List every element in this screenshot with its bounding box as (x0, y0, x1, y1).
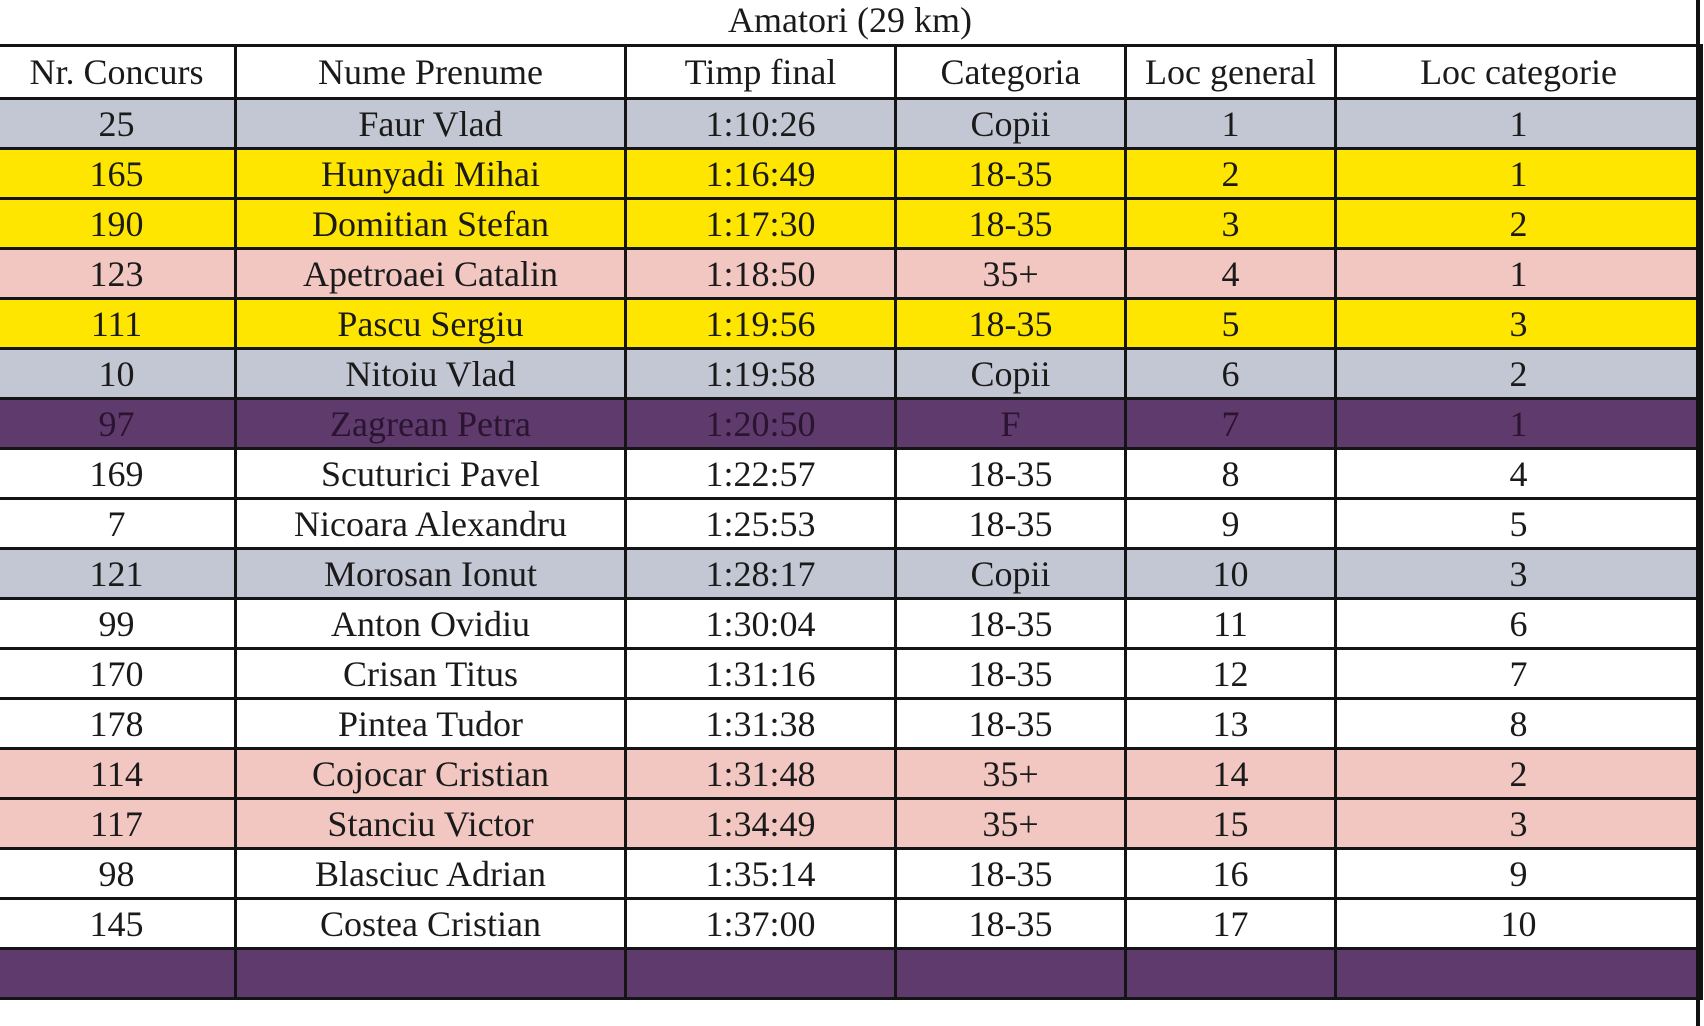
cell-loc-categorie: 9 (1336, 849, 1702, 899)
table-row (0, 249, 1702, 299)
cell-timp-final: 1:31:16 (626, 649, 896, 699)
table-row (0, 899, 1702, 949)
table-row (0, 749, 1702, 799)
table-row (0, 199, 1702, 249)
cell-loc-general: 12 (1126, 649, 1336, 699)
cell-timp-final: 1:19:56 (626, 299, 896, 349)
cell-categoria: 18-35 (896, 449, 1126, 499)
cell-nr-concurs: 190 (0, 199, 236, 249)
cell-nr-concurs: 7 (0, 499, 236, 549)
cell-timp-final: 1:20:50 (626, 399, 896, 449)
cell-categoria: Copii (896, 99, 1126, 149)
cell-loc-general: 16 (1126, 849, 1336, 899)
header-nr-concurs: Nr. Concurs (0, 46, 236, 99)
cell-loc-categorie: 5 (1336, 499, 1702, 549)
cell-loc-general: 5 (1126, 299, 1336, 349)
cell-loc-general: 10 (1126, 549, 1336, 599)
cell-loc-general: 1 (1126, 99, 1336, 149)
cell-nr-concurs: 178 (0, 699, 236, 749)
cell-loc-general: 14 (1126, 749, 1336, 799)
cell-nume-prenume: Stanciu Victor (236, 799, 626, 849)
cell-loc-general: 15 (1126, 799, 1336, 849)
cell-loc-categorie: 1 (1336, 399, 1702, 449)
table-row (0, 649, 1702, 699)
cell-nr-concurs: 25 (0, 99, 236, 149)
cell-nr-concurs: 117 (0, 799, 236, 849)
cell-loc-categorie: 8 (1336, 699, 1702, 749)
cell-nr-concurs: 165 (0, 149, 236, 199)
cell-categoria: 35+ (896, 799, 1126, 849)
cell-loc-categorie: 3 (1336, 549, 1702, 599)
cell-loc-general: 9 (1126, 499, 1336, 549)
table-row (0, 699, 1702, 749)
cell-categoria: Copii (896, 549, 1126, 599)
cell-nr-concurs: 98 (0, 849, 236, 899)
cell-nume-prenume: Costea Cristian (236, 899, 626, 949)
cell-nume-prenume: Pintea Tudor (236, 699, 626, 749)
cell-loc-categorie: 1 (1336, 149, 1702, 199)
cell-loc-categorie: 3 (1336, 299, 1702, 349)
table-row (0, 549, 1702, 599)
cell-nume-prenume: Nitoiu Vlad (236, 349, 626, 399)
cell-partial (626, 949, 896, 999)
cell-categoria: F (896, 399, 1126, 449)
cell-loc-general: 11 (1126, 599, 1336, 649)
cell-loc-general: 2 (1126, 149, 1336, 199)
cell-categoria: 18-35 (896, 599, 1126, 649)
cell-loc-general: 3 (1126, 199, 1336, 249)
results-body (0, 99, 1702, 999)
cell-categoria: 35+ (896, 749, 1126, 799)
cell-nume-prenume: Morosan Ionut (236, 549, 626, 599)
cell-partial (236, 949, 626, 999)
cell-loc-categorie: 2 (1336, 749, 1702, 799)
cell-loc-general: 8 (1126, 449, 1336, 499)
cell-categoria: 18-35 (896, 499, 1126, 549)
cell-nume-prenume: Scuturici Pavel (236, 449, 626, 499)
cell-nume-prenume: Blasciuc Adrian (236, 849, 626, 899)
cell-timp-final: 1:25:53 (626, 499, 896, 549)
results-table (0, 44, 1703, 1000)
cell-timp-final: 1:35:14 (626, 849, 896, 899)
cell-categoria: 18-35 (896, 199, 1126, 249)
cell-timp-final: 1:16:49 (626, 149, 896, 199)
cell-timp-final: 1:31:38 (626, 699, 896, 749)
cell-nr-concurs: 169 (0, 449, 236, 499)
table-row (0, 599, 1702, 649)
cell-loc-categorie: 10 (1336, 899, 1702, 949)
cell-loc-categorie: 2 (1336, 349, 1702, 399)
cell-loc-general: 4 (1126, 249, 1336, 299)
cell-nr-concurs: 121 (0, 549, 236, 599)
cell-loc-general: 7 (1126, 399, 1336, 449)
cell-partial (896, 949, 1126, 999)
cell-timp-final: 1:31:48 (626, 749, 896, 799)
cell-loc-categorie: 2 (1336, 199, 1702, 249)
table-row (0, 99, 1702, 149)
cell-nr-concurs: 145 (0, 899, 236, 949)
cell-loc-categorie: 4 (1336, 449, 1702, 499)
cell-nr-concurs: 97 (0, 399, 236, 449)
cell-timp-final: 1:37:00 (626, 899, 896, 949)
cell-loc-categorie: 7 (1336, 649, 1702, 699)
cell-timp-final: 1:17:30 (626, 199, 896, 249)
table-row (0, 499, 1702, 549)
cell-timp-final: 1:19:58 (626, 349, 896, 399)
cell-categoria: Copii (896, 349, 1126, 399)
cell-nume-prenume: Crisan Titus (236, 649, 626, 699)
cell-timp-final: 1:30:04 (626, 599, 896, 649)
header-timp-final: Timp final (626, 46, 896, 99)
cell-loc-categorie: 1 (1336, 99, 1702, 149)
cell-nume-prenume: Domitian Stefan (236, 199, 626, 249)
cell-nr-concurs: 111 (0, 299, 236, 349)
cell-loc-general: 13 (1126, 699, 1336, 749)
cell-categoria: 18-35 (896, 649, 1126, 699)
cell-nume-prenume: Hunyadi Mihai (236, 149, 626, 199)
cell-nr-concurs: 123 (0, 249, 236, 299)
table-row (0, 149, 1702, 199)
cell-nume-prenume: Pascu Sergiu (236, 299, 626, 349)
table-row (0, 399, 1702, 449)
cell-loc-general: 6 (1126, 349, 1336, 399)
header-loc-general: Loc general (1126, 46, 1336, 99)
cell-loc-categorie: 3 (1336, 799, 1702, 849)
cell-categoria: 18-35 (896, 849, 1126, 899)
cell-timp-final: 1:18:50 (626, 249, 896, 299)
header-categoria: Categoria (896, 46, 1126, 99)
cell-nr-concurs: 99 (0, 599, 236, 649)
cell-nume-prenume: Apetroaei Catalin (236, 249, 626, 299)
cell-partial (1336, 949, 1702, 999)
cell-nr-concurs: 114 (0, 749, 236, 799)
cell-loc-categorie: 6 (1336, 599, 1702, 649)
table-row-partial (0, 949, 1702, 999)
cell-nume-prenume: Anton Ovidiu (236, 599, 626, 649)
cell-loc-general: 17 (1126, 899, 1336, 949)
header-loc-categorie: Loc categorie (1336, 46, 1702, 99)
cell-nume-prenume: Nicoara Alexandru (236, 499, 626, 549)
header-nume-prenume: Nume Prenume (236, 46, 626, 99)
cell-categoria: 18-35 (896, 149, 1126, 199)
cell-nume-prenume: Faur Vlad (236, 99, 626, 149)
cell-partial (1126, 949, 1336, 999)
cell-nr-concurs: 10 (0, 349, 236, 399)
cell-categoria: 18-35 (896, 299, 1126, 349)
table-title: Amatori (29 km) (0, 0, 1700, 46)
cell-partial (0, 949, 236, 999)
table-row (0, 349, 1702, 399)
cell-categoria: 35+ (896, 249, 1126, 299)
cell-timp-final: 1:28:17 (626, 549, 896, 599)
cell-categoria: 18-35 (896, 899, 1126, 949)
table-right-edge (1696, 0, 1700, 1026)
table-row (0, 799, 1702, 849)
cell-timp-final: 1:22:57 (626, 449, 896, 499)
cell-categoria: 18-35 (896, 699, 1126, 749)
cell-nr-concurs: 170 (0, 649, 236, 699)
header-row (0, 46, 1702, 99)
cell-timp-final: 1:10:26 (626, 99, 896, 149)
cell-timp-final: 1:34:49 (626, 799, 896, 849)
cell-nume-prenume: Zagrean Petra (236, 399, 626, 449)
table-row (0, 849, 1702, 899)
cell-loc-categorie: 1 (1336, 249, 1702, 299)
table-row (0, 299, 1702, 349)
cell-nume-prenume: Cojocar Cristian (236, 749, 626, 799)
table-row (0, 449, 1702, 499)
